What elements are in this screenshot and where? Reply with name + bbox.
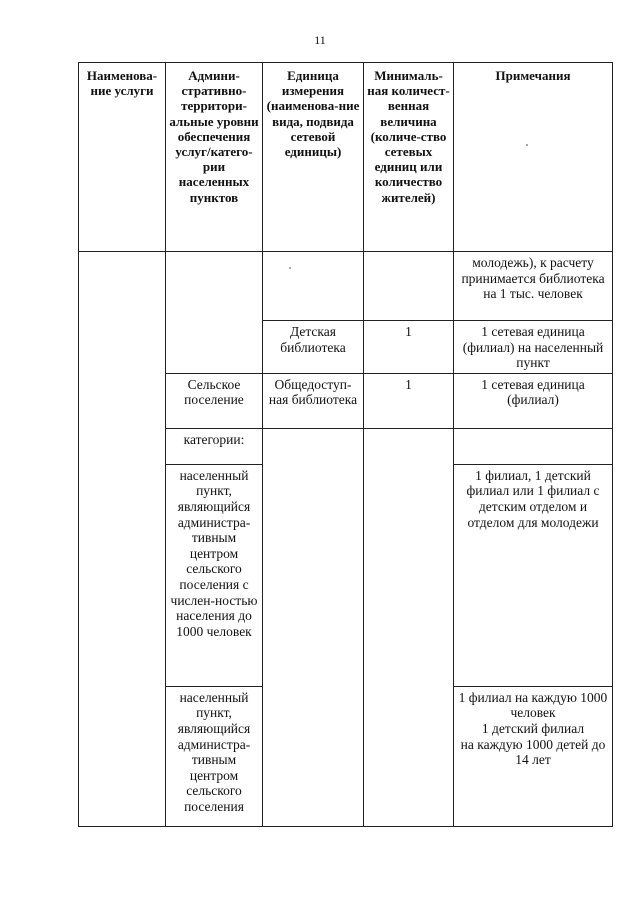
note-text: 1 филиал, 1 детский филиал или 1 филиал с детским отделом и отделом для молодежи: [466, 467, 600, 530]
unit-text: Общедоступ-ная библиотека: [268, 376, 358, 408]
note-text: 1 филиал на каждую 1000 человек 1 детский филиал на каждую 1000 детей до 14 лет: [458, 689, 608, 768]
header-minimum-text: Минималь-ная количест-венная величина (количе-ство сетевых единиц или количество жителей): [367, 68, 450, 205]
admin-level-cell: [166, 428, 263, 464]
admin-level-text: населенный пункт, являющийся администра-тивным центром сельского поселения с числен-ностью населения до 1000 человек: [170, 467, 258, 639]
header-notes-text: Примечания: [495, 68, 571, 83]
header-notes: [454, 63, 613, 252]
admin-level-cell: [166, 373, 263, 428]
admin-level-cell: [166, 252, 263, 374]
minimum-cell: [364, 428, 454, 826]
minimum-cell: [364, 321, 454, 374]
admin-level-cell: [166, 464, 263, 686]
minimum-text: 1: [405, 324, 412, 339]
services-table: [78, 62, 613, 827]
note-cell: [454, 373, 613, 428]
admin-level-text: Сельское поселение: [184, 376, 244, 408]
table-row: [79, 252, 613, 321]
header-admin-levels: [166, 63, 263, 252]
header-unit: [263, 63, 364, 252]
note-text: 1 сетевая единица (филиал) на населенный пункт: [462, 324, 604, 371]
table-header-row: [79, 63, 613, 252]
note-cell: [454, 252, 613, 321]
header-service-name: [79, 63, 166, 252]
page-number: 11: [314, 33, 326, 47]
scan-speck: [289, 267, 291, 269]
header-unit-text: Единица измерения (наименова-ние вида, подвида сетевой единицы): [266, 68, 360, 160]
note-cell: [454, 464, 613, 686]
header-admin-levels-text: Админи-стративно-территори-альные уровни обеспечения услуг/катего-рии населенных пунктов: [169, 68, 259, 205]
unit-text: Детская библиотека: [280, 324, 346, 355]
note-text: молодежь), к расчету принимается библиотека на 1 тыс. человек: [461, 255, 605, 302]
note-text: 1 сетевая единица (филиал): [481, 376, 585, 408]
unit-cell: [263, 321, 364, 374]
note-cell: [454, 686, 613, 826]
unit-cell: [263, 252, 364, 321]
header-service-name-text: Наименова-ние услуги: [86, 68, 158, 99]
note-cell: [454, 321, 613, 374]
minimum-cell: [364, 373, 454, 428]
admin-level-text: категории:: [183, 431, 245, 447]
service-name-cell: [79, 252, 166, 827]
minimum-cell: [364, 252, 454, 321]
admin-level-text: населенный пункт, являющийся администра-тивным центром сельского поселения: [177, 689, 251, 814]
header-minimum: [364, 63, 454, 252]
note-cell: [454, 428, 613, 464]
minimum-text: 1: [405, 376, 412, 392]
scan-speck: [526, 144, 528, 146]
admin-level-cell: [166, 686, 263, 826]
unit-cell: [263, 428, 364, 826]
unit-cell: [263, 373, 364, 428]
